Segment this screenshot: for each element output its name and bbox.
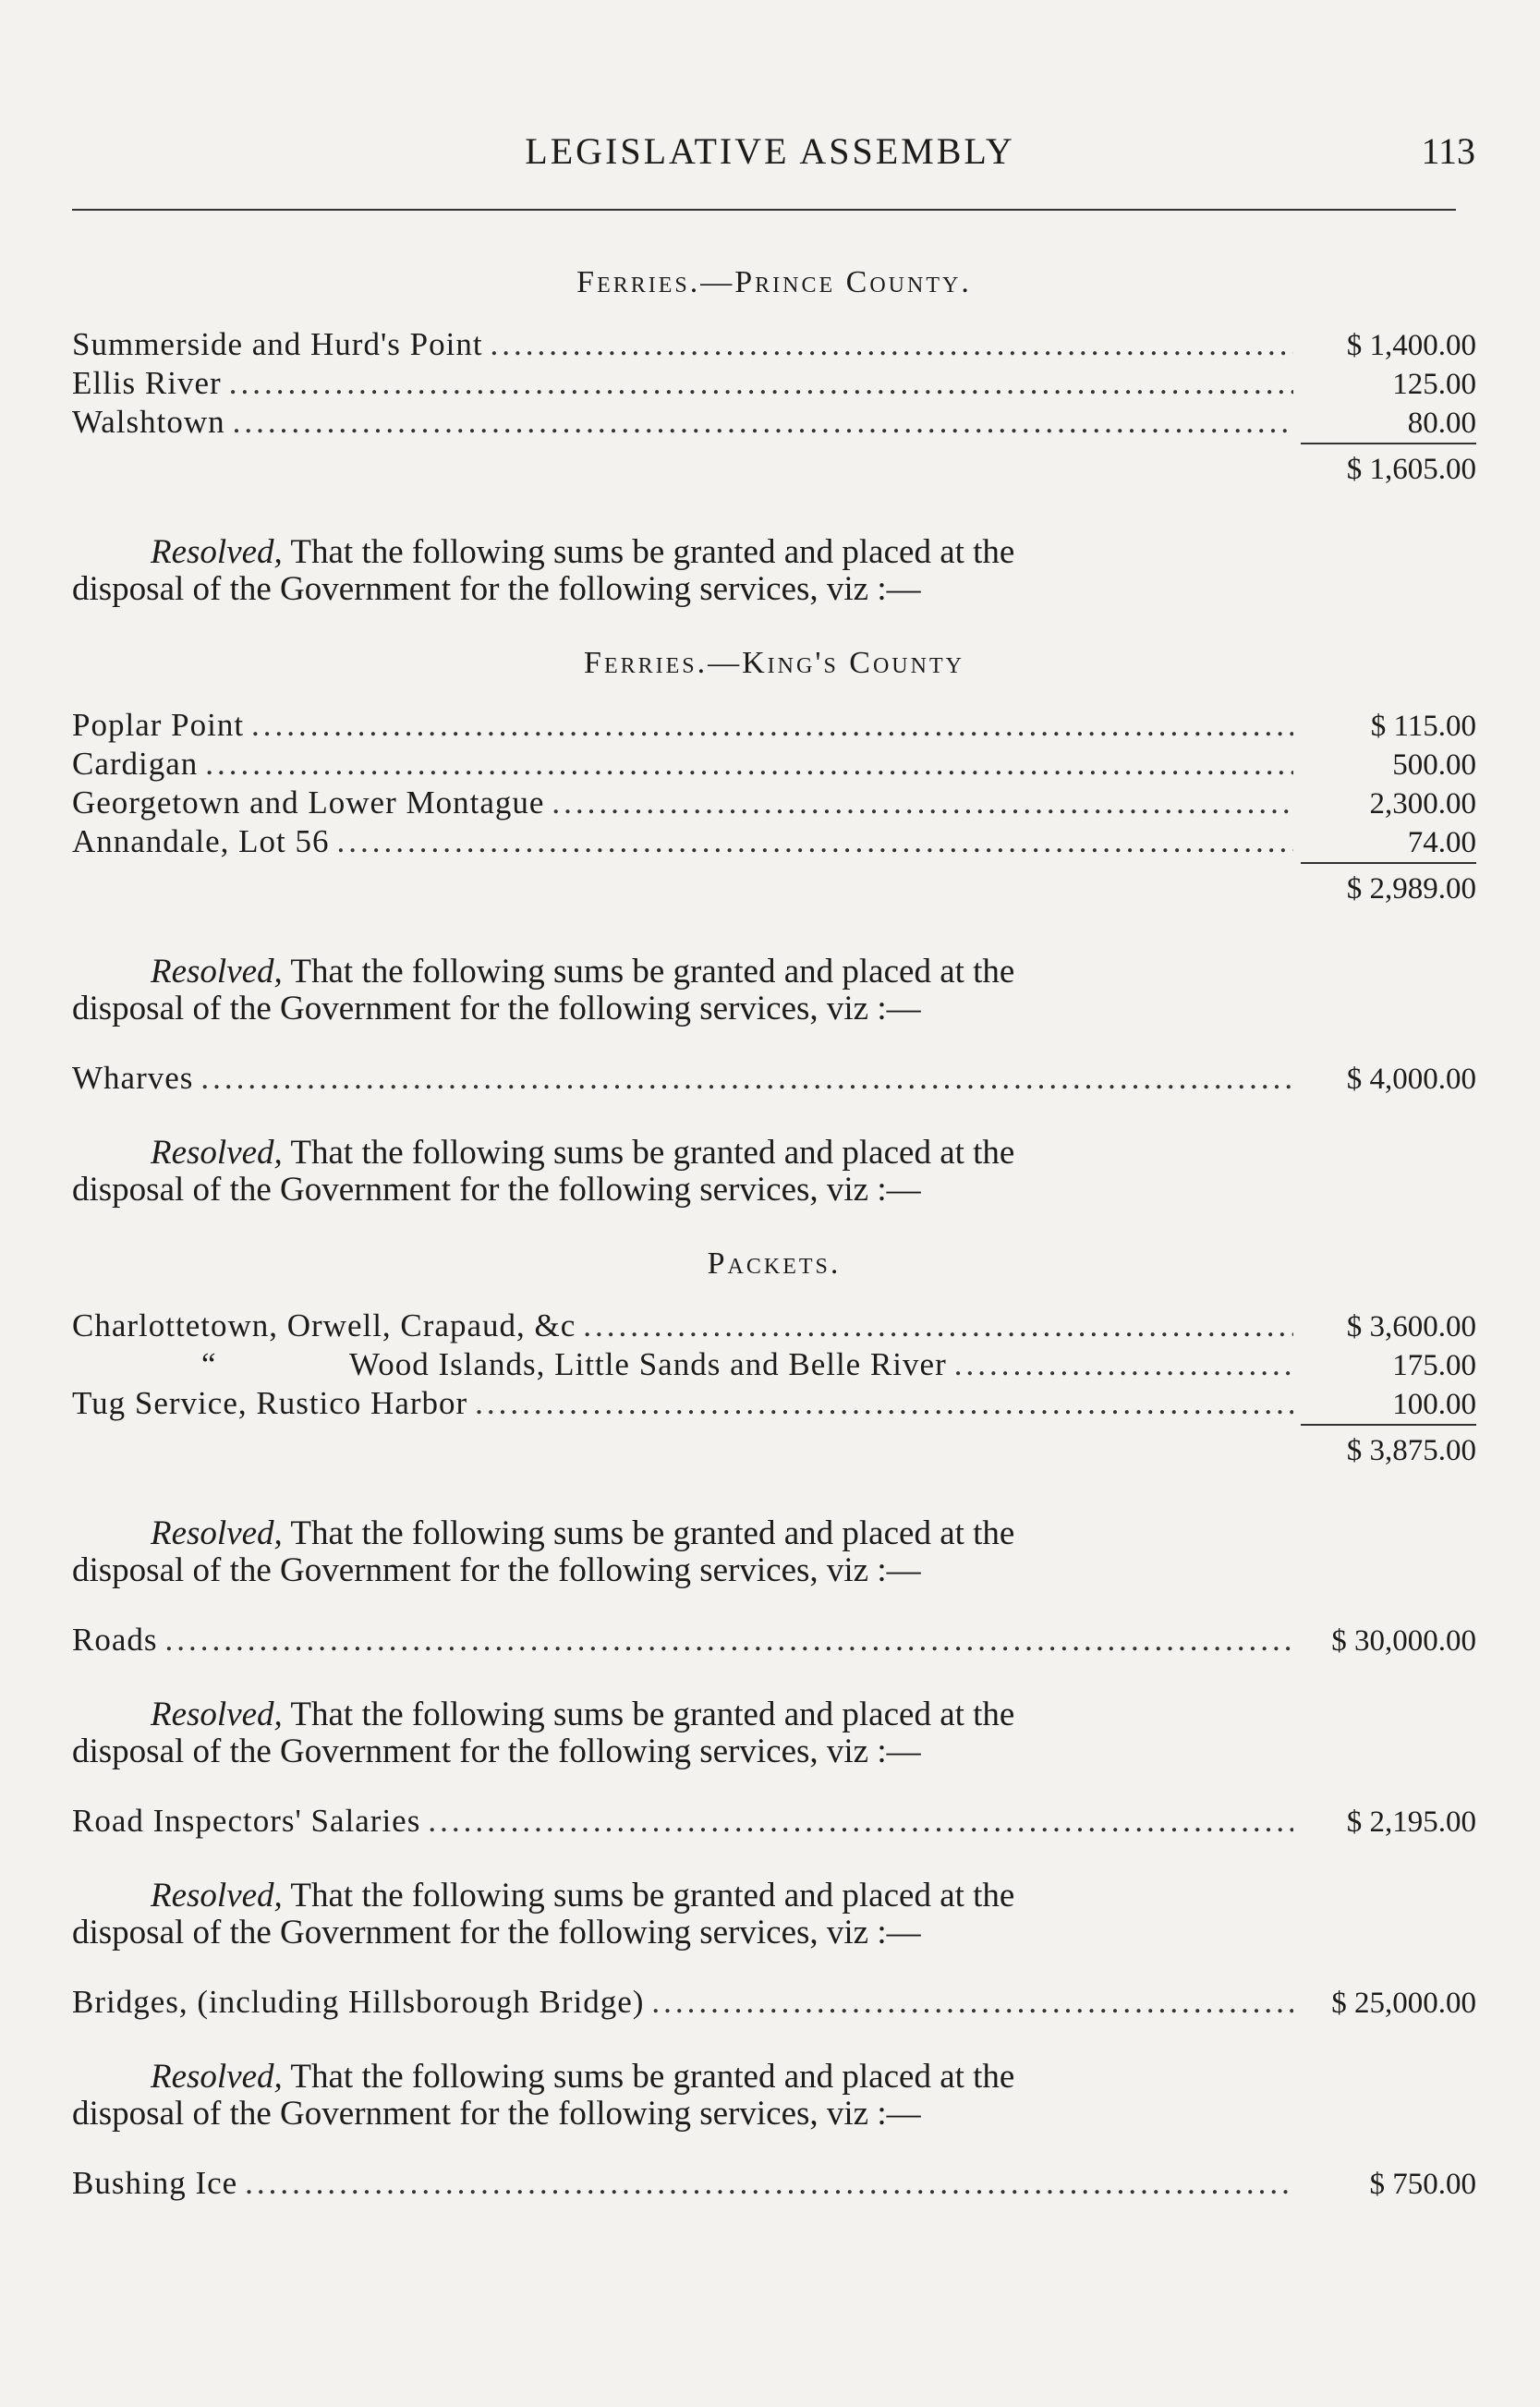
item-amount: 500.00 xyxy=(1392,748,1476,782)
item-label: Poplar Point xyxy=(72,707,245,743)
item-label: Bridges, (including Hillsborough Bridge) xyxy=(72,1984,645,2020)
dot-leader xyxy=(200,1059,1293,1098)
list-item xyxy=(72,403,1476,442)
item-amount: $ 750.00 xyxy=(1369,2168,1476,2201)
dot-leader xyxy=(428,1802,1293,1841)
section-total xyxy=(72,861,1476,917)
dot-leader xyxy=(954,1345,1293,1384)
item-label: Cardigan xyxy=(72,746,199,782)
resolution-line: disposal of the Government for the following services, viz :— xyxy=(72,2095,921,2133)
item-label: Walshtown xyxy=(72,404,225,440)
item-label: Bushing Ice xyxy=(72,2165,238,2201)
dot-leader xyxy=(245,2164,1293,2203)
resolution-line: disposal of the Government for the following services, viz :— xyxy=(72,1914,921,1951)
resolution-line: disposal of the Government for the following services, viz :— xyxy=(72,990,921,1027)
item-label: Wharves xyxy=(72,1060,194,1096)
list-item xyxy=(72,1345,1476,1384)
resolution-line: That the following sums be granted and placed at the xyxy=(290,1877,1015,1915)
item-amount: $ 2,195.00 xyxy=(1346,1805,1476,1839)
item-amount: 125.00 xyxy=(1392,368,1476,401)
resolution-line: That the following sums be granted and placed at the xyxy=(290,1514,1015,1552)
item-label: Road Inspectors' Salaries xyxy=(72,1803,421,1839)
dot-leader xyxy=(336,822,1293,861)
resolution-line: That the following sums be granted and placed at the xyxy=(290,953,1015,991)
resolution-paragraph xyxy=(72,1515,1282,1589)
list-item xyxy=(72,325,1476,364)
item-label: Roads xyxy=(72,1622,158,1658)
resolution-paragraph xyxy=(72,534,1282,608)
list-item-bridges xyxy=(72,1983,1476,2022)
dot-leader xyxy=(165,1621,1294,1659)
section-heading-packets: Packets. xyxy=(707,1246,842,1281)
item-amount: 100.00 xyxy=(1301,1385,1476,1426)
resolution-line: disposal of the Government for the following services, viz :— xyxy=(72,1551,921,1589)
dot-leader xyxy=(491,325,1293,364)
total-amount: $ 3,875.00 xyxy=(1346,1434,1476,1467)
item-label: Annandale, Lot 56 xyxy=(72,823,330,859)
ditto-mark: “ xyxy=(201,1346,217,1382)
resolved-word: Resolved, xyxy=(151,1696,283,1733)
item-amount: 175.00 xyxy=(1392,1349,1476,1382)
item-label: Georgetown and Lower Montague xyxy=(72,784,545,821)
item-label: Wood Islands, Little Sands and Belle River xyxy=(349,1346,947,1382)
dot-leader xyxy=(475,1384,1293,1423)
page-header xyxy=(0,129,1540,185)
list-item xyxy=(72,784,1476,822)
total-amount: $ 1,605.00 xyxy=(1346,453,1476,486)
item-label: Charlottetown, Orwell, Crapaud, &c xyxy=(72,1307,576,1343)
list-item xyxy=(72,364,1476,403)
list-item xyxy=(72,706,1476,745)
item-amount: 2,300.00 xyxy=(1369,787,1476,821)
item-amount: $ 30,000.00 xyxy=(1331,1624,1476,1658)
resolved-word: Resolved, xyxy=(151,533,283,571)
resolved-word: Resolved, xyxy=(151,2058,283,2096)
dot-leader xyxy=(229,364,1293,403)
section-heading-ferries-prince: Ferries.—Prince County. xyxy=(576,265,972,299)
item-amount: $ 3,600.00 xyxy=(1346,1310,1476,1343)
item-amount: 80.00 xyxy=(1301,404,1476,444)
dot-leader xyxy=(651,1983,1293,2022)
resolution-paragraph xyxy=(72,954,1282,1027)
resolution-line: disposal of the Government for the following services, viz :— xyxy=(72,1732,921,1770)
item-amount: $ 115.00 xyxy=(1370,710,1476,743)
resolved-word: Resolved, xyxy=(151,1877,283,1915)
total-amount: $ 2,989.00 xyxy=(1346,872,1476,906)
list-item xyxy=(72,745,1476,784)
list-item-wharves xyxy=(72,1059,1476,1098)
item-label: Ellis River xyxy=(72,365,222,401)
resolution-paragraph xyxy=(72,1135,1282,1209)
dot-leader xyxy=(251,706,1293,745)
section-heading-ferries-kings: Ferries.—King's County xyxy=(584,646,964,680)
resolution-line: disposal of the Government for the following services, viz :— xyxy=(72,570,921,608)
resolution-line: disposal of the Government for the following services, viz :— xyxy=(72,1171,921,1209)
item-amount: $ 4,000.00 xyxy=(1346,1063,1476,1096)
list-item-road-inspectors xyxy=(72,1802,1476,1841)
item-amount: 74.00 xyxy=(1301,823,1476,864)
resolution-line: That the following sums be granted and placed at the xyxy=(290,1696,1015,1733)
header-rule xyxy=(72,209,1456,211)
resolution-line: That the following sums be granted and placed at the xyxy=(290,533,1015,571)
resolution-paragraph xyxy=(72,1878,1282,1951)
resolved-word: Resolved, xyxy=(151,1134,283,1172)
resolution-paragraph xyxy=(72,1696,1282,1770)
list-item xyxy=(72,1384,1476,1423)
list-item xyxy=(72,822,1476,861)
section-total xyxy=(72,442,1476,497)
resolved-word: Resolved, xyxy=(151,1514,283,1552)
resolution-line: That the following sums be granted and placed at the xyxy=(290,1134,1015,1172)
page-content xyxy=(72,259,1476,2203)
item-label: Tug Service, Rustico Harbor xyxy=(72,1385,468,1421)
list-item-roads xyxy=(72,1621,1476,1659)
dot-leader xyxy=(552,784,1293,822)
list-item xyxy=(72,1307,1476,1345)
item-amount: $ 1,400.00 xyxy=(1346,329,1476,362)
dot-leader xyxy=(233,403,1293,442)
resolution-paragraph xyxy=(72,2059,1282,2133)
item-label: Summerside and Hurd's Point xyxy=(72,326,483,362)
list-item-bushing-ice xyxy=(72,2164,1476,2203)
page-number: 113 xyxy=(1421,130,1475,172)
dot-leader xyxy=(205,745,1293,784)
section-total xyxy=(72,1423,1476,1478)
item-amount: $ 25,000.00 xyxy=(1331,1987,1476,2020)
resolved-word: Resolved, xyxy=(151,953,283,991)
running-title: LEGISLATIVE ASSEMBLY xyxy=(525,130,1015,172)
resolution-line: That the following sums be granted and placed at the xyxy=(290,2058,1015,2096)
dot-leader xyxy=(583,1307,1293,1345)
